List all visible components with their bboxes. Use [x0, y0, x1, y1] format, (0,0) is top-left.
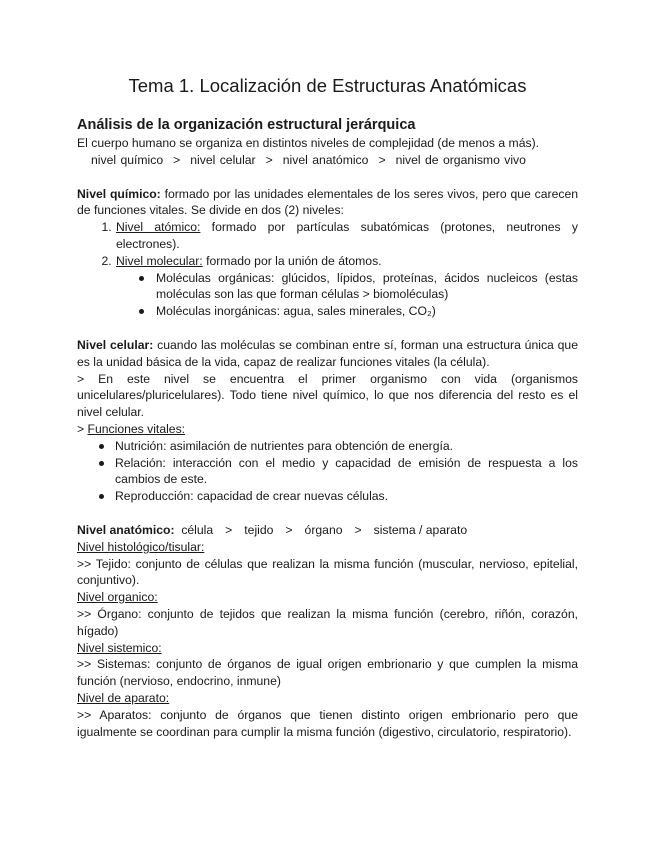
- level-item: nivel químico: [91, 152, 164, 167]
- block-heading: [77, 589, 578, 606]
- block-heading-text: Nivel sistemico:: [77, 640, 162, 655]
- chain-item: tejido: [244, 522, 274, 537]
- celular-note: > En este nivel se encuentra el primer organismo con vida (organismos unicelulares/pluricelulares). Todo tiene nivel químico, lo que nos diferencia del resto es el nivel celular.: [77, 371, 578, 420]
- quimico-paragraph: [77, 186, 578, 220]
- block-text: >> Órgano: conjunto de tejidos que realizan la misma función (cerebro, riñón, corazón, hígado): [77, 606, 578, 638]
- item-label: Nivel atómico:: [116, 220, 201, 235]
- block-heading: [77, 690, 578, 707]
- intro-text: El cuerpo humano se organiza en distintos niveles de complejidad (de menos a más).: [77, 136, 540, 150]
- molecule-list: [116, 270, 578, 320]
- page-title: Tema 1. Localización de Estructuras Anatómicas: [128, 75, 527, 96]
- chain-item: órgano: [304, 522, 343, 537]
- celular-text: cuando las moléculas se combinan entre sí, forman una estructura única que es la unidad básica de la vida, capaz de realizar funciones vitales (la célula).: [77, 337, 578, 369]
- block-heading: [77, 640, 578, 657]
- celular-paragraph: [77, 337, 578, 371]
- list-item: Nutrición: asimilación de nutrientes para obtención de energía.: [115, 438, 578, 455]
- chain-item: célula: [181, 522, 214, 537]
- block-heading-text: Nivel de aparato:: [77, 690, 170, 705]
- list-item: [115, 219, 578, 253]
- list-item: Reproducción: capacidad de crear nuevas células.: [115, 488, 578, 505]
- block-text: >> Aparatos: conjunto de órganos que tienen distinto origen embrionario pero que igualmente se coordinan para cumplir la misma función (digestivo, circulatorio, respiratorio).: [77, 707, 578, 739]
- level-item: nivel celular: [190, 152, 256, 167]
- level-item: nivel anatómico: [282, 152, 369, 167]
- chain-separator: >: [285, 522, 293, 537]
- anatomico-paragraph: [77, 522, 578, 539]
- block-heading-text: Nivel histológico/tisular:: [77, 539, 205, 554]
- block-text: >> Tejido: conjunto de células que realizan la misma función (muscular, nervioso, epitelial, conjuntivo).: [77, 556, 578, 588]
- celular-label: Nivel celular:: [77, 337, 154, 352]
- functions-prefix: >: [77, 421, 88, 436]
- list-item: [115, 253, 578, 320]
- list-item: Moléculas orgánicas: glúcidos, lípidos, proteínas, ácidos nucleicos (estas moléculas son las que forman células > biomoléculas): [156, 270, 578, 302]
- item-label: Nivel molecular:: [116, 253, 203, 268]
- chain-item: sistema / aparato: [373, 522, 468, 537]
- block-text: >> Sistemas: conjunto de órganos de igual origen embrionario y que cumplen la misma función (nervioso, endocrino, inmune): [77, 657, 578, 689]
- chain-separator: >: [225, 522, 233, 537]
- item-text: formado por la unión de átomos.: [202, 253, 382, 268]
- quimico-list: [77, 219, 578, 320]
- quimico-label: Nivel químico:: [77, 186, 161, 201]
- section-heading: Análisis de la organización estructural jerárquica: [77, 117, 416, 133]
- functions-list: [77, 438, 578, 505]
- functions-label: Funciones vitales:: [87, 421, 186, 436]
- chain-separator: >: [173, 152, 181, 167]
- block-heading-text: Nivel organico:: [77, 590, 158, 605]
- anatomico-label: Nivel anatómico:: [77, 522, 175, 537]
- chain-separator: >: [265, 152, 273, 167]
- list-item: Moléculas inorgánicas: agua, sales minerales, CO₂): [155, 303, 578, 320]
- item-text: formado por partículas subatómicas (protones, neutrones y electrones).: [116, 220, 578, 251]
- functions-heading: [77, 421, 578, 438]
- level-item: nivel de organismo vivo: [395, 152, 526, 167]
- chain-separator: >: [354, 522, 362, 537]
- quimico-text: formado por las unidades elementales de los seres vivos, pero que carecen de funciones vitales. Se divide en dos (2) niveles:: [77, 186, 579, 218]
- list-item: Relación: interacción con el medio y capacidad de emisión de respuesta a los cambios de este.: [115, 455, 578, 487]
- chain-separator: >: [378, 152, 386, 167]
- levels-chain: [77, 152, 578, 169]
- block-heading: [77, 539, 578, 556]
